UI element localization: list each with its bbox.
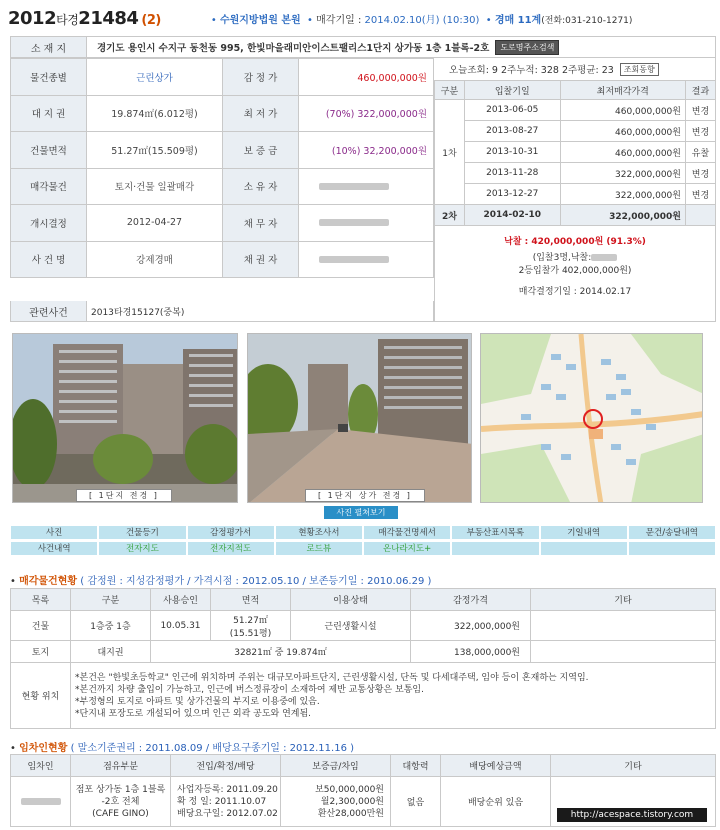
case-header	[0, 0, 720, 36]
detail-row	[11, 132, 434, 169]
property-details-table	[10, 58, 434, 278]
detail-label: 개시결정	[11, 205, 87, 242]
history-price: 460,000,000원	[560, 142, 685, 163]
related-label: 관련사건	[11, 301, 87, 321]
history-price: 322,000,000원	[560, 205, 685, 226]
history-row	[435, 184, 716, 205]
address-label: 소 재 지	[11, 37, 87, 57]
photo-complex-view[interactable]	[12, 333, 238, 503]
history-result: 유찰	[685, 142, 715, 163]
detail-value: 460,000,000원	[299, 59, 434, 96]
detail-value	[299, 241, 434, 278]
doc-tab[interactable]: 현황조사서	[275, 525, 363, 540]
doc-tab[interactable]: 전자지도	[98, 541, 186, 556]
history-row	[435, 142, 716, 163]
history-price: 322,000,000원	[560, 163, 685, 184]
history-result: 변경	[685, 100, 715, 121]
detail-label: 매각물건	[11, 168, 87, 205]
tenant-header: 배당예상금액	[441, 755, 551, 777]
history-row	[435, 205, 716, 226]
goods-row-land: 토지 대지권 32821㎡ 중 19.874㎡ 138,000,000원	[11, 641, 716, 663]
doc-tab[interactable]: 매각물건명세서	[363, 525, 451, 540]
doc-tab[interactable]: 전자지적도	[187, 541, 275, 556]
tenant-part-line: 점포 상가동 1층 1블록	[75, 784, 166, 795]
goods-header: 기타	[531, 589, 716, 611]
goods-row-location: 현황 위치 *본건은 "한빛초등학교" 인근에 위치하며 주위는 대규모아파트단지, 근린생활시설, 단독 및 다세대주택, 임야 등이 혼재하는 지역임. *본건까지 차량 출입이 가능하고, 인근에 버스정류장이 소재하여 제반 교통상황은 보통임. *부정형의 토지로 아파트 및 상가건물의 부지로 이용중에 있음. *단지내 포장도로 개설되어 있으며 인근 외곽 공도와 연계됨.	[11, 663, 716, 729]
blog-watermark: http://acespace.tistory.com	[557, 808, 707, 822]
bid-history-table	[434, 80, 716, 226]
detail-label: 감 정 가	[223, 59, 299, 96]
history-date: 2013-12-27	[464, 184, 560, 205]
detail-label: 채 권 자	[223, 241, 299, 278]
doc-tab[interactable]: 감정평가서	[187, 525, 275, 540]
detail-label: 채 무 자	[223, 205, 299, 242]
decision-date: 매각결정기일 : 2014.02.17	[518, 287, 632, 297]
address-row	[10, 36, 716, 58]
goods-header: 감정가격	[411, 589, 531, 611]
tenant-section-title: • 임차인현황 ( 말소기준권리 : 2011.08.09 / 배당요구종기일 : 2012.11.16 )	[10, 743, 355, 754]
tenant-header: 점유부분	[71, 755, 171, 777]
tenant-header: 전입/확정/배당	[171, 755, 281, 777]
photo1-caption: [ 1단지 전경 ]	[76, 489, 172, 502]
detail-value: 강제경매	[87, 241, 223, 278]
history-price: 460,000,000원	[560, 100, 685, 121]
related-case-row	[10, 301, 434, 322]
tenant-money-line: 월2,300,000원	[320, 796, 384, 807]
history-price: 322,000,000원	[560, 184, 685, 205]
photo-store-view[interactable]	[247, 333, 472, 503]
goods-table	[10, 588, 716, 729]
doc-tab[interactable]: 기일내역	[540, 525, 628, 540]
doc-tab[interactable]: 로드뷰	[275, 541, 363, 556]
detail-label: 건물면적	[11, 132, 87, 169]
tenant-header: 보증금/차임	[281, 755, 391, 777]
history-date: 2013-08-27	[464, 121, 560, 142]
dept-name: 경매 11계	[494, 14, 542, 26]
tenant-header: 기타	[551, 755, 716, 777]
history-row	[435, 100, 716, 121]
detail-value: 51.27㎡(15.509평)	[87, 132, 223, 169]
detail-row	[11, 168, 434, 205]
location-map[interactable]	[480, 333, 703, 503]
goods-section-title: • 매각물건현황 ( 감정원 : 지성감정평가 / 가격시점 : 2012.05.10 / 보존등기일 : 2010.06.29 )	[10, 576, 432, 587]
doc-tab	[540, 541, 628, 556]
doc-tab[interactable]: 온나라지도+	[363, 541, 451, 556]
history-price: 460,000,000원	[560, 121, 685, 142]
doc-tab	[451, 541, 539, 556]
view-stats	[434, 58, 716, 80]
case-number: 2012타경21484 (2)	[8, 7, 161, 29]
history-header: 구분	[435, 81, 465, 100]
doc-tab[interactable]: 사진	[10, 525, 98, 540]
tenant-dates-line: 사업자등록: 2011.09.20	[177, 784, 278, 795]
location-note: *단지내 포장도로 개설되어 있으며 인근 외곽 공도와 연계됨.	[75, 708, 312, 719]
detail-value	[299, 168, 434, 205]
bidders-info: (입찰3명,낙찰:	[435, 250, 715, 263]
detail-value: 2012-04-27	[87, 205, 223, 242]
detail-label: 사 건 명	[11, 241, 87, 278]
tenant-part-line: (CAFE GINO)	[92, 808, 149, 819]
sold-price: 낙찰 : 420,000,000원 (91.3%)	[504, 237, 646, 247]
history-round: 1차	[435, 100, 465, 205]
doc-tabs-row1	[10, 525, 716, 540]
location-note: *부정형의 토지로 아파트 및 상가건물의 부지로 이용중에 있음.	[75, 696, 320, 707]
location-note: *본건까지 차량 출입이 가능하고, 인근에 버스정류장이 소재하여 제반 교통상황은 보통임.	[75, 684, 424, 695]
doc-tab[interactable]: 건물등기	[98, 525, 186, 540]
history-result: 변경	[685, 163, 715, 184]
view-trend-button[interactable]: 조회동향	[620, 63, 659, 76]
detail-row	[11, 59, 434, 96]
tenant-dates-line: 확 정 일: 2011.10.07	[177, 796, 267, 807]
expand-photos-button[interactable]: 사진 펼쳐보기	[324, 506, 398, 519]
doc-tab[interactable]: 문건/송달내역	[628, 525, 716, 540]
detail-row	[11, 95, 434, 132]
goods-header: 면적	[211, 589, 291, 611]
detail-value: 19.874㎡(6.012평)	[87, 95, 223, 132]
tenant-money-line: 환산28,000만원	[317, 808, 384, 819]
auction-result	[434, 226, 716, 322]
tenant-header: 대항력	[391, 755, 441, 777]
detail-value: (70%) 322,000,000원	[299, 95, 434, 132]
history-round: 2차	[435, 205, 465, 226]
detail-label: 최 저 가	[223, 95, 299, 132]
doc-tab[interactable]: 사건내역	[10, 541, 98, 556]
history-date: 2013-11-28	[464, 163, 560, 184]
history-header: 최저매각가격	[560, 81, 685, 100]
court-info: • 수원지방법원 본원 • 매각기일 : 2014.02.10(月) (10:30) • 경매 11계(전화:031-210-1271)	[210, 14, 633, 26]
goods-header: 사용승인	[151, 589, 211, 611]
goods-header: 구분	[71, 589, 151, 611]
detail-label: 보 증 금	[223, 132, 299, 169]
detail-value: (10%) 32,200,000원	[299, 132, 434, 169]
history-date: 2013-06-05	[464, 100, 560, 121]
goods-header: 목록	[11, 589, 71, 611]
goods-row-building: 건물 1층중 1층 10.05.31 51.27㎡ (15.51평) 근린생활시설 322,000,000원	[11, 611, 716, 641]
history-result: 변경	[685, 121, 715, 142]
history-header: 결과	[685, 81, 715, 100]
tenant-row: 점포 상가동 1층 1블록 -2호 전체 (CAFE GINO) 사업자등록: 2011.09.20 확 정 일: 2011.10.07 배당요구일: 2012.07.02 보50,000,000원 월2,300,000원 환산28,000만원 없음 배당순위 있음	[11, 777, 716, 827]
detail-value: 근린상가	[87, 59, 223, 96]
doc-tabs-row2	[10, 541, 716, 556]
photo2-caption: [ 1단지 상가 전경 ]	[305, 489, 425, 502]
doc-tab[interactable]: 부동산표시목록	[451, 525, 539, 540]
history-result: 변경	[685, 184, 715, 205]
tenant-money-line: 보50,000,000원	[315, 784, 384, 795]
address-value: 경기도 용인시 수지구 동천동 995, 한빛마을래미안이스트팰리스1단지 상가동 1층 1블록-2호	[97, 43, 490, 54]
detail-label: 물건종별	[11, 59, 87, 96]
related-value[interactable]: 2013타경15127(중복)	[91, 307, 185, 318]
detail-value: 토지·건물 일괄매각	[87, 168, 223, 205]
stats-text: 오늘조회: 9 2주누적: 328 2주평균: 23	[449, 65, 614, 76]
detail-value	[299, 205, 434, 242]
sale-date: 2014.02.10(月) (10:30)	[364, 14, 480, 26]
doc-tab	[628, 541, 716, 556]
history-row	[435, 163, 716, 184]
location-note: *본건은 "한빛초등학교" 인근에 위치하며 주위는 대규모아파트단지, 근린생활시설, 단독 및 다세대주택, 임야 등이 혼재하는 지역임.	[75, 672, 589, 683]
detail-label: 소 유 자	[223, 168, 299, 205]
second-bid: 2등입찰가 402,000,000원)	[518, 266, 632, 276]
detail-label: 대 지 권	[11, 95, 87, 132]
court-name[interactable]: 수원지방법원 본원	[219, 14, 301, 26]
history-date: 2014-02-10	[464, 205, 560, 226]
history-header: 입찰기일	[464, 81, 560, 100]
tenant-dates-line: 배당요구일: 2012.07.02	[177, 808, 278, 819]
history-date: 2013-10-31	[464, 142, 560, 163]
tenant-header: 임차인	[11, 755, 71, 777]
road-address-search-button[interactable]: 도로명주소검색	[495, 40, 559, 55]
tenant-part-line: -2호 전체	[101, 796, 140, 807]
detail-row	[11, 241, 434, 278]
history-result	[685, 205, 715, 226]
goods-header: 이용상태	[291, 589, 411, 611]
history-row	[435, 121, 716, 142]
phone: (전화:031-210-1271)	[541, 15, 633, 26]
detail-row	[11, 205, 434, 242]
